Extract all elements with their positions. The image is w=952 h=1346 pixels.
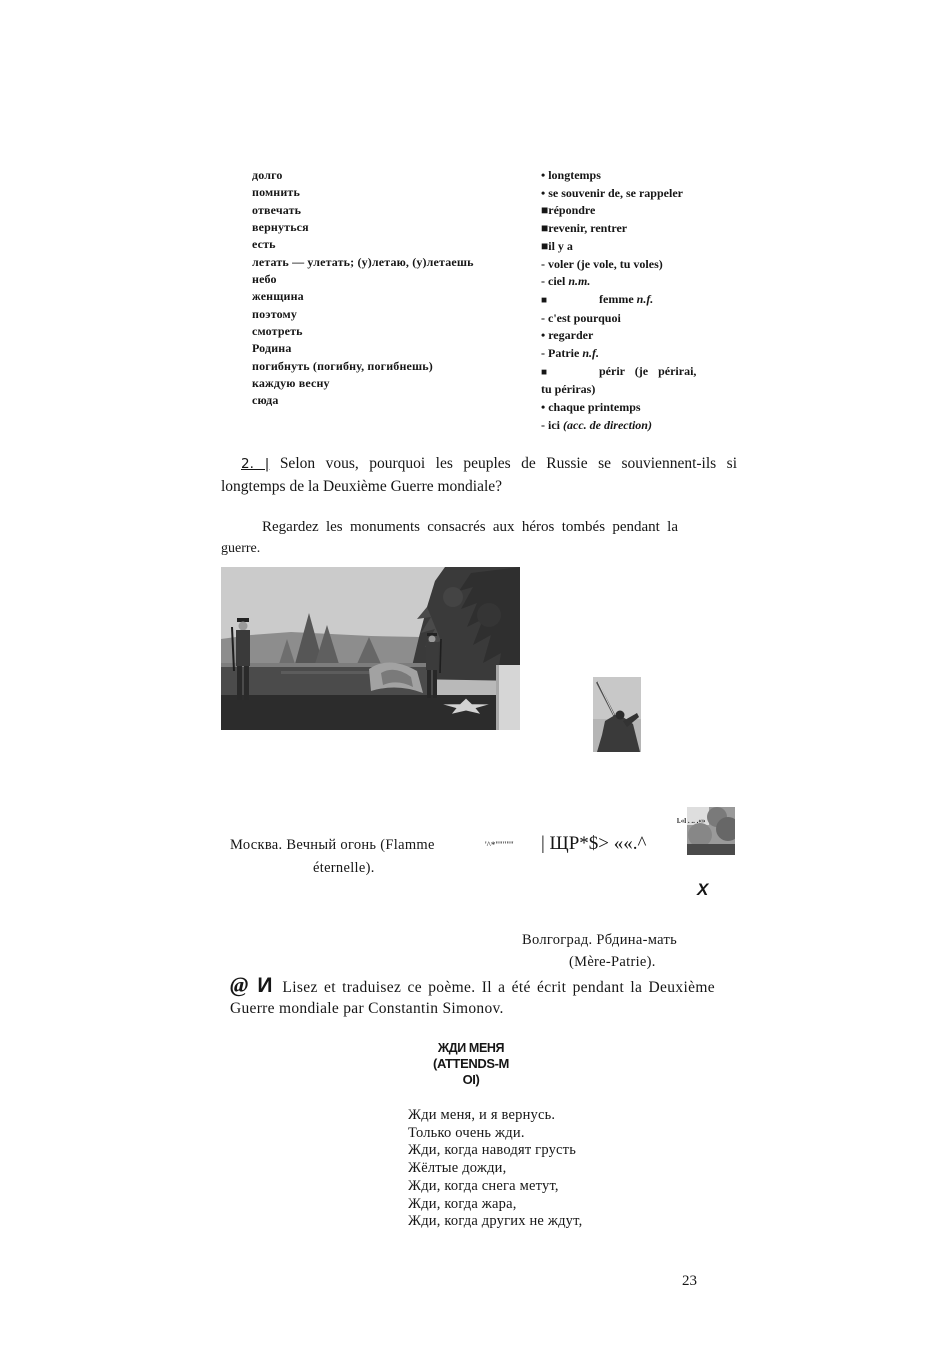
french-translation: [541, 220, 696, 238]
vocabulary-french-column: [541, 167, 696, 435]
french-translation: [541, 345, 696, 363]
translation-text: périr (je périrai,: [599, 363, 697, 378]
translation-text: - voler (je vole, tu voles): [541, 256, 663, 271]
exercise-marker-icon: @: [230, 972, 249, 997]
instruction-line-1: Regardez les monuments consacrés aux héros tombés pendant la: [262, 519, 678, 535]
mother-motherland-photo: [593, 677, 641, 752]
russian-word: женщина: [252, 289, 304, 304]
russian-word: есть: [252, 237, 276, 252]
poem-line: Жди, когда других не ждут,: [408, 1213, 583, 1230]
moscow-caption-line-1: Москва. Вечный огонь (Flamme: [230, 837, 435, 853]
french-translation: [541, 381, 696, 399]
french-translation: [541, 399, 696, 417]
russian-word: вернуться: [252, 220, 309, 235]
volgograd-caption-line-2: (Mère-Patrie).: [569, 954, 656, 970]
scan-artifact-symbols-large: | ЩР*$> ««.^: [541, 833, 647, 854]
french-translation: [541, 291, 696, 310]
poem-line: Жди меня, и я вернусь.: [408, 1107, 556, 1123]
granite-edge: [496, 665, 499, 730]
exercise-letter: И: [257, 974, 273, 997]
ground: [687, 844, 735, 855]
poem-subtitle-line-2: OI): [462, 1072, 480, 1087]
translation-text: ■revenir, rentrer: [541, 221, 628, 236]
translation-text: - ici: [541, 417, 563, 432]
poem-line: Жди, когда снега метут,: [408, 1177, 559, 1194]
french-translation: [541, 256, 696, 274]
french-translation: [541, 273, 696, 291]
russian-word: Родина: [252, 341, 292, 356]
poem-line: Жди, когда наводят грусть: [408, 1142, 577, 1159]
exercise-2-question-line-1: [241, 455, 737, 473]
granite-block: [496, 665, 520, 730]
exercise-3-instruction-line-1: [230, 974, 715, 999]
russian-word: каждую весну: [252, 376, 330, 391]
russian-word: смотреть: [252, 324, 303, 339]
volgograd-caption-line-1: Волгоград. Рбдина-мать: [522, 932, 677, 948]
grammar-note: n.m.: [568, 274, 591, 289]
translation-text: - ciel: [541, 274, 569, 289]
exercise-3-instruction-line-2: Guerre mondiale par Constantin Simonov.: [230, 1000, 504, 1017]
french-translation: [541, 185, 696, 203]
vocabulary-russian-column: [252, 167, 474, 410]
scan-artifact-letter-x: X: [697, 880, 709, 899]
russian-word: небо: [252, 272, 277, 287]
tree-foliage: [688, 823, 712, 847]
translation-text: ■répondre: [541, 203, 596, 218]
russian-word: отвечать: [252, 202, 302, 217]
translation-text: • regarder: [541, 328, 594, 343]
russian-word: летать — улетать; (у)летаю, (у)летаешь: [252, 254, 474, 269]
bullet-mark: ■: [541, 366, 548, 378]
eternal-flame-photo: [221, 567, 520, 730]
russian-word: помнить: [252, 185, 300, 200]
translation-text: • se souvenir de, se rappeler: [541, 185, 683, 200]
trees-photo: [687, 807, 735, 855]
poem-line: Жёлтые дожди,: [408, 1160, 507, 1177]
poem-line: Только очень жди.: [408, 1124, 525, 1141]
russian-word: погибнуть (погибну, погибнешь): [252, 358, 433, 373]
french-translation: [541, 238, 696, 256]
question-text: Selon vous, pourquoi les peuples de Russie se souviennent-ils si: [279, 455, 737, 472]
poem-body: [408, 1107, 582, 1231]
russian-word: сюда: [252, 393, 279, 408]
translation-text: • longtemps: [541, 168, 601, 182]
translation-text: tu périras): [541, 382, 596, 397]
poem-line: Жди, когда жара,: [408, 1195, 517, 1212]
translation-text: - c'est pourquoi: [541, 310, 621, 325]
russian-word: поэтому: [252, 306, 297, 321]
exercise-number: 2. |: [241, 456, 270, 472]
russian-word: долго: [252, 168, 283, 182]
exercise-3-text: Lisez et traduisez ce poème. Il a été écrit pendant la Deuxième: [282, 979, 715, 996]
grammar-note: n.f.: [636, 291, 654, 306]
statue-head: [616, 711, 625, 720]
bullet-mark: ■: [541, 294, 548, 306]
poem-title: ЖДИ МЕНЯ: [437, 1041, 505, 1055]
translation-text: - Patrie: [541, 346, 583, 361]
translation-text: femme: [599, 291, 637, 306]
poem-title-block: [421, 1040, 521, 1088]
moscow-caption-line-2: éternelle).: [313, 860, 375, 876]
french-translation: [541, 363, 696, 382]
poem-subtitle-line-1: (ATTENDS-M: [433, 1056, 509, 1071]
french-translation: [541, 327, 696, 345]
french-translation: [541, 310, 696, 328]
scan-artifact-tiny-text: l.«l . .. .«»: [677, 817, 706, 825]
scan-artifact-symbols-small: '^*""""": [485, 840, 514, 850]
translation-text: • chaque printemps: [541, 400, 641, 415]
page-number: 23: [682, 1273, 697, 1289]
exercise-2-question-line-2: longtemps de la Deuxième Guerre mondiale?: [221, 478, 503, 495]
instruction-line-2: guerre.: [221, 541, 261, 556]
grammar-note: n.f.: [582, 346, 599, 361]
translation-text: ■il y a: [541, 238, 573, 253]
french-translation: [541, 167, 696, 185]
grammar-note: (acc. de direction): [563, 417, 652, 432]
french-translation: [541, 202, 696, 220]
french-translation: [541, 417, 696, 435]
